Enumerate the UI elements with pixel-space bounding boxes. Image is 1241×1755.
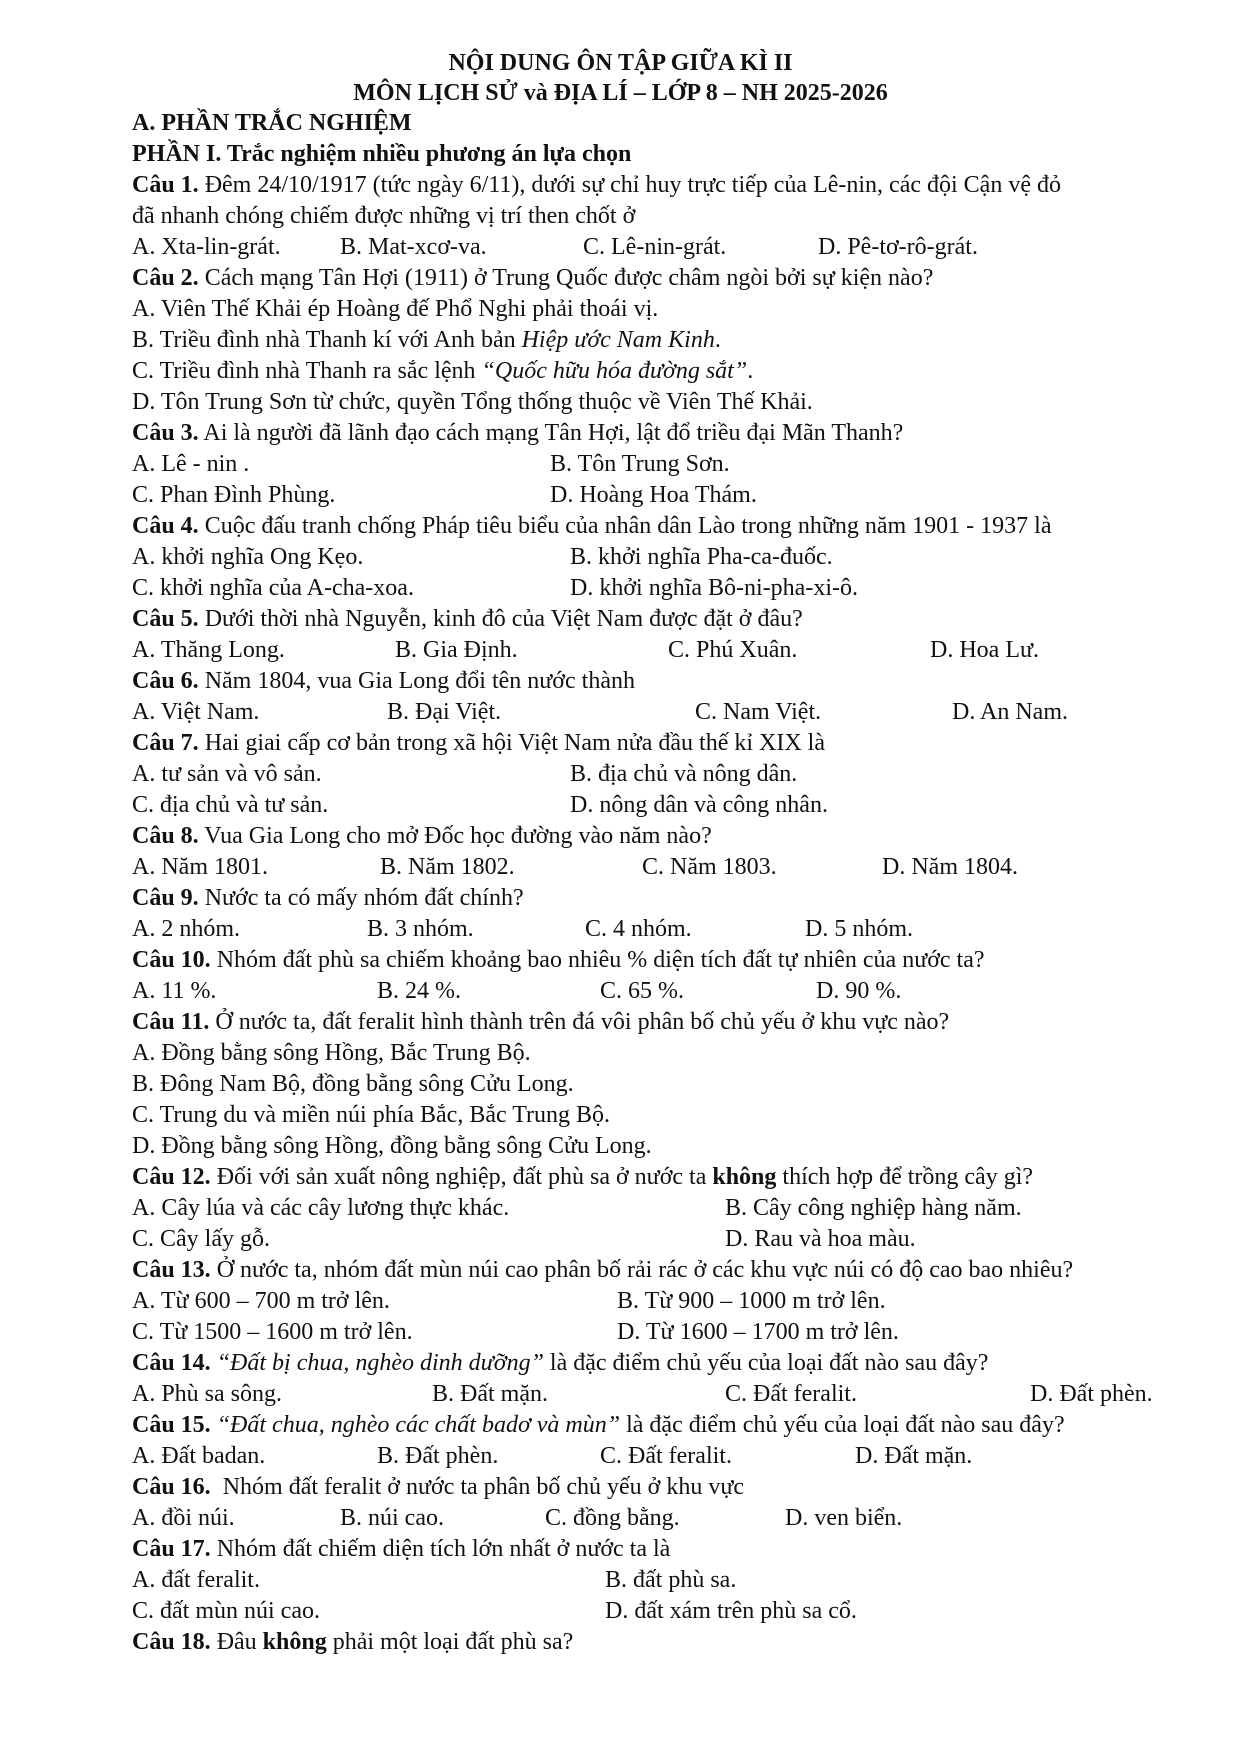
q15-option-b: B. Đất phèn.	[377, 1443, 499, 1469]
q17-option-c: C. đất mùn núi cao.	[132, 1598, 320, 1624]
question-text: Vua Gia Long cho mở Đốc học đường vào năm nào?	[198, 823, 712, 849]
section-a-heading: A. PHẦN TRẮC NGHIỆM	[132, 110, 412, 136]
question-1	[132, 170, 1061, 200]
q5-option-b: B. Gia Định.	[395, 637, 518, 663]
option-text: .	[714, 327, 721, 353]
question-4	[132, 511, 1052, 541]
question-text: Ở nước ta, đất feralit hình thành trên đá vôi phân bố chủ yếu ở khu vực nào?	[209, 1009, 950, 1035]
question-5	[132, 604, 803, 634]
question-15	[132, 1410, 1065, 1440]
question-label: Câu 15.	[132, 1412, 211, 1438]
q3-option-a: A. Lê - nin .	[132, 451, 250, 477]
q2-option-c	[132, 356, 753, 386]
question-12	[132, 1162, 1033, 1192]
question-9	[132, 883, 524, 913]
q12-option-a: A. Cây lúa và các cây lương thực khác.	[132, 1195, 510, 1221]
document-title: NỘI DUNG ÔN TẬP GIỮA KÌ II	[448, 50, 793, 76]
question-quote: “Đất chua, nghèo các chất badơ và mùn”	[210, 1412, 621, 1438]
q5-option-d: D. Hoa Lư.	[930, 637, 1039, 663]
question-text: Đêm 24/10/1917 (tức ngày 6/11), dưới sự chỉ huy trực tiếp của Lê-nin, các đội Cận vệ đỏ	[198, 172, 1061, 198]
q13-option-c: C. Từ 1500 – 1600 m trở lên.	[132, 1319, 413, 1345]
q13-option-b: B. Từ 900 – 1000 m trở lên.	[617, 1288, 886, 1314]
q14-option-a: A. Phù sa sông.	[132, 1381, 283, 1407]
q5-option-c: C. Phú Xuân.	[668, 637, 798, 663]
q6-option-b: B. Đại Việt.	[387, 699, 502, 725]
question-text: Ở nước ta, nhóm đất mùn núi cao phân bố rải rác ở các khu vực núi có độ cao bao nhiêu?	[210, 1257, 1074, 1283]
question-text: Nước ta có mấy nhóm đất chính?	[198, 885, 524, 911]
question-label: Câu 11.	[132, 1009, 210, 1035]
q7-option-c: C. địa chủ và tư sản.	[132, 792, 329, 818]
question-emphasis: không	[712, 1164, 777, 1190]
q3-option-b: B. Tôn Trung Sơn.	[550, 451, 730, 477]
q11-option-a: A. Đồng bằng sông Hồng, Bắc Trung Bộ.	[132, 1040, 531, 1066]
option-text: C. Triều đình nhà Thanh ra sắc lệnh	[132, 358, 482, 384]
q4-option-c: C. khởi nghĩa của A-cha-xoa.	[132, 575, 414, 601]
q8-option-a: A. Năm 1801.	[132, 854, 268, 880]
q8-option-d: D. Năm 1804.	[882, 854, 1018, 880]
q2-option-d: D. Tôn Trung Sơn từ chức, quyền Tổng thống thuộc về Viên Thế Khải.	[132, 389, 813, 415]
question-quote: “Đất bị chua, nghèo dinh dưỡng”	[210, 1350, 544, 1376]
question-text: Nhóm đất phù sa chiếm khoảng bao nhiêu % diện tích đất tự nhiên của nước ta?	[210, 947, 985, 973]
q14-option-d: D. Đất phèn.	[1030, 1381, 1153, 1407]
question-text: Cuộc đấu tranh chống Pháp tiêu biểu của nhân dân Lào trong những năm 1901 - 1937 là	[198, 513, 1052, 539]
question-text: là đặc điểm chủ yếu của loại đất nào sau đây?	[543, 1350, 989, 1376]
q11-option-c: C. Trung du và miền núi phía Bắc, Bắc Trung Bộ.	[132, 1102, 611, 1128]
q11-option-d: D. Đồng bằng sông Hồng, đồng bằng sông Cửu Long.	[132, 1133, 652, 1159]
option-text: B. Triều đình nhà Thanh kí với Anh bản	[132, 327, 522, 353]
q2-option-a: A. Viên Thế Khải ép Hoàng đế Phổ Nghi phải thoái vị.	[132, 296, 659, 322]
q7-option-d: D. nông dân và công nhân.	[570, 792, 828, 818]
question-text: Hai giai cấp cơ bản trong xã hội Việt Nam nửa đầu thế kỉ XIX là	[198, 730, 825, 756]
question-18	[132, 1627, 573, 1657]
question-14	[132, 1348, 988, 1378]
question-text: Cách mạng Tân Hợi (1911) ở Trung Quốc được châm ngòi bởi sự kiện nào?	[198, 265, 934, 291]
question-7	[132, 728, 825, 758]
q16-option-b: B. núi cao.	[340, 1505, 444, 1531]
question-label: Câu 1.	[132, 172, 199, 198]
q14-option-c: C. Đất feralit.	[725, 1381, 857, 1407]
q14-option-b: B. Đất mặn.	[432, 1381, 548, 1407]
q4-option-b: B. khởi nghĩa Pha-ca-đuốc.	[570, 544, 833, 570]
q6-option-a: A. Việt Nam.	[132, 699, 260, 725]
question-label: Câu 6.	[132, 668, 199, 694]
question-label: Câu 8.	[132, 823, 199, 849]
option-italic-text: Hiệp ước Nam Kinh	[521, 327, 715, 353]
q6-option-d: D. An Nam.	[952, 699, 1068, 725]
question-label: Câu 3.	[132, 420, 199, 446]
question-13	[132, 1255, 1073, 1285]
q1-option-c: C. Lê-nin-grát.	[583, 234, 727, 260]
document-subtitle: MÔN LỊCH SỬ và ĐỊA LÍ – LỚP 8 – NH 2025-2026	[353, 80, 888, 106]
q17-option-b: B. đất phù sa.	[605, 1567, 737, 1593]
question-label: Câu 5.	[132, 606, 199, 632]
q9-option-a: A. 2 nhóm.	[132, 916, 240, 942]
q9-option-c: C. 4 nhóm.	[585, 916, 692, 942]
q8-option-c: C. Năm 1803.	[642, 854, 777, 880]
question-label: Câu 9.	[132, 885, 199, 911]
question-label: Câu 14.	[132, 1350, 211, 1376]
question-emphasis: không	[262, 1629, 327, 1655]
q1-option-b: B. Mat-xcơ-va.	[340, 234, 487, 260]
question-text: Đối với sản xuất nông nghiệp, đất phù sa ở nước ta	[210, 1164, 713, 1190]
q10-option-a: A. 11 %.	[132, 978, 217, 1004]
question-text: Nhóm đất chiếm diện tích lớn nhất ở nước ta là	[210, 1536, 671, 1562]
q4-option-a: A. khởi nghĩa Ong Kẹo.	[132, 544, 364, 570]
q1-option-d: D. Pê-tơ-rô-grát.	[818, 234, 978, 260]
question-text: thích hợp để trồng cây gì?	[776, 1164, 1034, 1190]
q3-option-c: C. Phan Đình Phùng.	[132, 482, 336, 508]
q1-option-a: A. Xta-lin-grát.	[132, 234, 281, 260]
q2-option-b	[132, 325, 721, 355]
q15-option-c: C. Đất feralit.	[600, 1443, 732, 1469]
option-italic-text: “Quốc hữu hóa đường sắt”	[481, 358, 748, 384]
question-label: Câu 7.	[132, 730, 199, 756]
q6-option-c: C. Nam Việt.	[695, 699, 822, 725]
option-text: .	[747, 358, 754, 384]
q3-option-d: D. Hoàng Hoa Thám.	[550, 482, 757, 508]
question-text: Năm 1804, vua Gia Long đổi tên nước thành	[198, 668, 635, 694]
question-text: Nhóm đất feralit ở nước ta phân bố chủ yếu ở khu vực	[210, 1474, 744, 1500]
question-1-continued: đã nhanh chóng chiếm được những vị trí then chốt ở	[132, 203, 636, 229]
question-text: phải một loại đất phù sa?	[326, 1629, 574, 1655]
question-17	[132, 1534, 670, 1564]
q16-option-a: A. đồi núi.	[132, 1505, 235, 1531]
q17-option-a: A. đất feralit.	[132, 1567, 260, 1593]
question-3	[132, 418, 903, 448]
q5-option-a: A. Thăng Long.	[132, 637, 285, 663]
q13-option-a: A. Từ 600 – 700 m trở lên.	[132, 1288, 390, 1314]
q9-option-b: B. 3 nhóm.	[367, 916, 474, 942]
q7-option-b: B. địa chủ và nông dân.	[570, 761, 798, 787]
q16-option-c: C. đồng bằng.	[545, 1505, 680, 1531]
q9-option-d: D. 5 nhóm.	[805, 916, 913, 942]
q13-option-d: D. Từ 1600 – 1700 m trở lên.	[617, 1319, 899, 1345]
q15-option-d: D. Đất mặn.	[855, 1443, 973, 1469]
q7-option-a: A. tư sản và vô sản.	[132, 761, 322, 787]
q12-option-c: C. Cây lấy gỗ.	[132, 1226, 270, 1252]
question-2	[132, 263, 933, 293]
question-8	[132, 821, 712, 851]
q4-option-d: D. khởi nghĩa Bô-ni-pha-xi-ô.	[570, 575, 858, 601]
q12-option-d: D. Rau và hoa màu.	[725, 1226, 916, 1252]
q17-option-d: D. đất xám trên phù sa cổ.	[605, 1598, 857, 1624]
part-1-heading: PHẦN I. Trắc nghiệm nhiều phương án lựa chọn	[132, 141, 632, 167]
question-label: Câu 12.	[132, 1164, 211, 1190]
q12-option-b: B. Cây công nghiệp hàng năm.	[725, 1195, 1022, 1221]
question-label: Câu 16.	[132, 1474, 211, 1500]
question-6	[132, 666, 635, 696]
question-10	[132, 945, 985, 975]
question-label: Câu 4.	[132, 513, 199, 539]
question-label: Câu 18.	[132, 1629, 211, 1655]
q10-option-d: D. 90 %.	[816, 978, 902, 1004]
question-text: là đặc điểm chủ yếu của loại đất nào sau đây?	[620, 1412, 1065, 1438]
question-label: Câu 13.	[132, 1257, 211, 1283]
question-label: Câu 2.	[132, 265, 199, 291]
question-text: Ai là người đã lãnh đạo cách mạng Tân Hợi, lật đổ triều đại Mãn Thanh?	[198, 420, 904, 446]
q10-option-c: C. 65 %.	[600, 978, 684, 1004]
q16-option-d: D. ven biển.	[785, 1505, 903, 1531]
question-label: Câu 10.	[132, 947, 211, 973]
question-label: Câu 17.	[132, 1536, 211, 1562]
q8-option-b: B. Năm 1802.	[380, 854, 515, 880]
q10-option-b: B. 24 %.	[377, 978, 461, 1004]
question-text: Dưới thời nhà Nguyễn, kinh đô của Việt Nam được đặt ở đâu?	[198, 606, 803, 632]
q11-option-b: B. Đông Nam Bộ, đồng bằng sông Cửu Long.	[132, 1071, 574, 1097]
question-16	[132, 1472, 744, 1502]
q15-option-a: A. Đất badan.	[132, 1443, 266, 1469]
question-text: Đâu	[210, 1629, 263, 1655]
question-11	[132, 1007, 949, 1037]
